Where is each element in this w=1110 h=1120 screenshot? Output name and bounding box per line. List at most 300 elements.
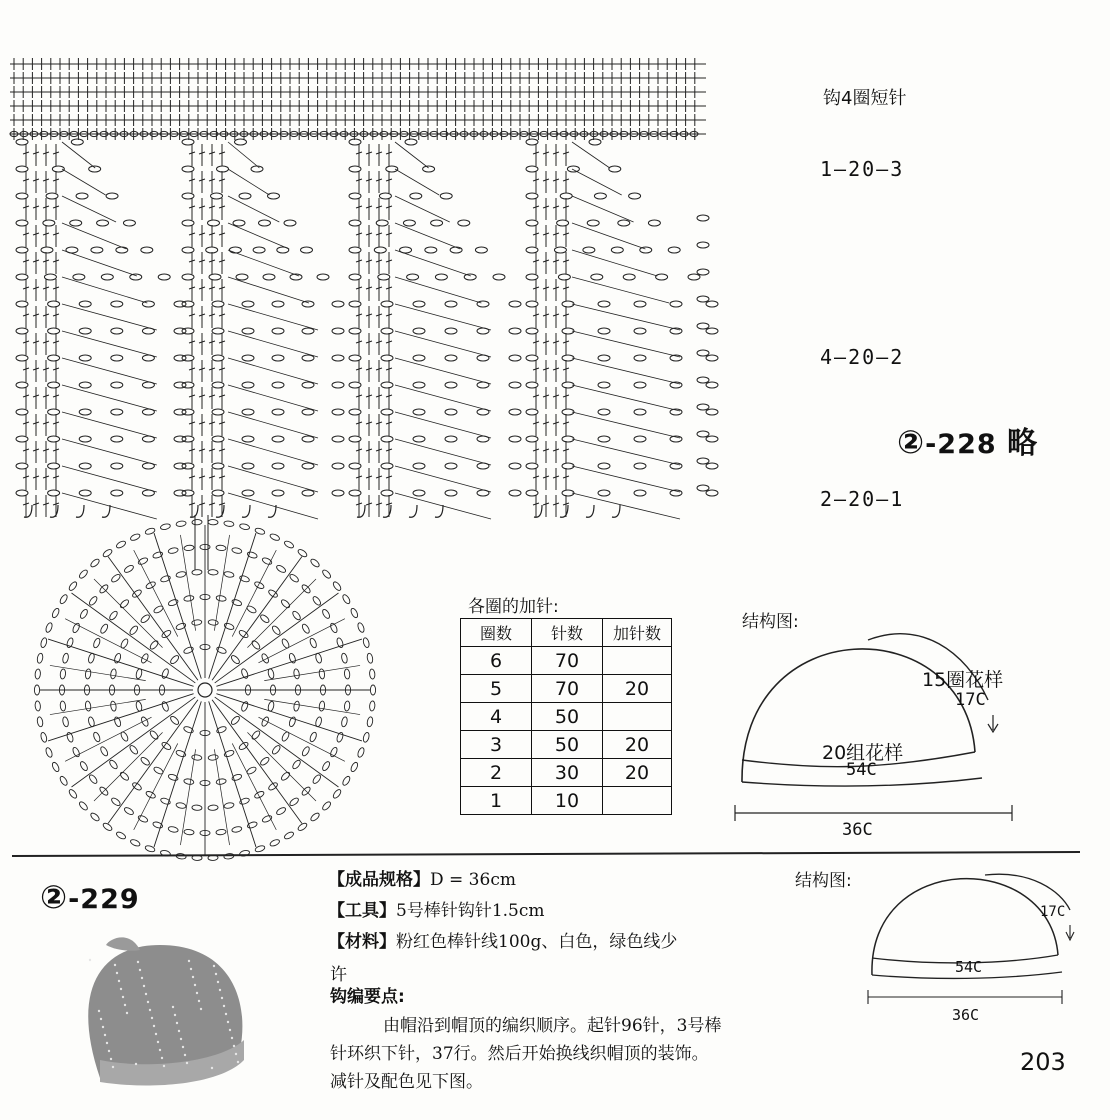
hat-photo-dot — [151, 1017, 153, 1019]
diag-stitch — [228, 493, 318, 519]
crown-chain — [145, 790, 156, 799]
diag-stitch — [395, 466, 491, 492]
chain-stitch — [591, 274, 603, 280]
chain-stitch — [509, 301, 521, 307]
chain-stitch — [611, 247, 623, 253]
hat-photo-dot — [155, 1033, 157, 1035]
crown-chain — [40, 637, 48, 648]
chain-stitch — [302, 409, 314, 415]
hook-mark — [24, 505, 32, 517]
hat-photo-dot — [102, 1026, 104, 1028]
crown-chain — [62, 716, 69, 727]
crown-chain — [362, 637, 370, 648]
diag-stitch — [572, 358, 680, 384]
crown-chain — [341, 716, 348, 727]
hook-mark — [50, 505, 58, 517]
chain-stitch — [272, 436, 284, 442]
crown-chain — [267, 668, 274, 679]
chain-stitch — [235, 139, 247, 145]
chain-stitch — [618, 220, 630, 226]
crown-chain — [289, 797, 300, 807]
crown-chain — [79, 608, 89, 619]
hat-photo-dot — [104, 1034, 106, 1036]
diag-stitch — [395, 169, 439, 195]
crown-chain — [216, 545, 227, 551]
crown-chain — [78, 569, 89, 580]
chain-stitch — [381, 328, 393, 334]
chain-stitch — [381, 382, 393, 388]
diag-stitch — [62, 466, 157, 492]
crown-chain — [192, 805, 202, 811]
chain-stitch — [116, 247, 128, 253]
crown-spoke — [232, 550, 276, 636]
chain-stitch — [697, 485, 709, 491]
table-cell: 6 — [461, 647, 532, 675]
structure-229-title: 结构图: — [795, 871, 852, 891]
hat-photo-dot — [219, 989, 221, 991]
chain-stitch — [509, 355, 521, 361]
crown-chain — [99, 623, 109, 634]
hat-photo-dot — [147, 1001, 149, 1003]
chain-stitch — [284, 220, 296, 226]
chain-stitch — [640, 247, 652, 253]
hat-photo-dot — [110, 1058, 112, 1060]
diag-stitch — [62, 331, 157, 357]
hat-photo-dot — [114, 964, 116, 966]
chain-stitch — [477, 355, 489, 361]
chain-stitch — [142, 328, 154, 334]
hat-photo-dot — [188, 960, 190, 962]
crown-chain — [271, 625, 281, 636]
chain-stitch — [242, 409, 254, 415]
crown-chain — [289, 573, 300, 583]
chain-stitch — [445, 382, 457, 388]
chain-stitch — [272, 409, 284, 415]
chain-stitch — [587, 220, 599, 226]
chain-stitch — [634, 436, 646, 442]
chain-stitch — [450, 247, 462, 253]
crown-chain — [78, 801, 89, 812]
chain-stitch — [706, 355, 718, 361]
chain-stitch — [477, 409, 489, 415]
hat-photo-dot — [225, 1013, 227, 1015]
diag-stitch — [572, 331, 680, 357]
crown-chain — [176, 571, 187, 578]
chain-stitch — [634, 463, 646, 469]
diag-stitch — [395, 223, 460, 249]
crown-chain — [110, 701, 117, 712]
chain-stitch — [253, 247, 265, 253]
chain-stitch — [403, 220, 415, 226]
crown-spoke — [258, 619, 344, 663]
chain-stitch — [609, 166, 621, 172]
spec-line — [328, 866, 516, 894]
crown-chain — [99, 746, 109, 757]
chain-stitch — [458, 220, 470, 226]
diag-stitch — [572, 466, 680, 492]
chain-stitch — [634, 355, 646, 361]
table-cell — [603, 703, 672, 731]
hat-photo-dot — [233, 1045, 235, 1047]
hat-photo-dot — [231, 1037, 233, 1039]
crown-chain — [102, 548, 113, 558]
crown-chain — [366, 653, 373, 664]
diag-stitch — [228, 439, 318, 465]
table-cell: 70 — [532, 675, 603, 703]
chain-stitch — [79, 463, 91, 469]
crown-chain — [269, 838, 280, 847]
crown-chain — [102, 822, 113, 832]
chain-stitch — [208, 220, 220, 226]
chain-stitch — [302, 436, 314, 442]
chain-stitch — [239, 193, 251, 199]
chain-stitch — [445, 409, 457, 415]
crown-chain — [224, 802, 235, 809]
table-cell: 30 — [532, 759, 603, 787]
chain-stitch — [381, 436, 393, 442]
chain-stitch — [509, 436, 521, 442]
hat-photo-dot — [108, 1050, 110, 1052]
crown-chain — [115, 831, 126, 841]
chain-stitch — [477, 301, 489, 307]
label-groups: 20组花样 — [822, 742, 904, 764]
chain-stitch — [477, 490, 489, 496]
chain-stitch — [111, 382, 123, 388]
crown-chain — [62, 653, 69, 664]
hat-photo-dot — [211, 1067, 213, 1069]
chain-stitch — [142, 409, 154, 415]
chain-stitch — [634, 382, 646, 388]
crown-chain — [140, 614, 151, 624]
chain-stitch — [697, 296, 709, 302]
crown-chain — [60, 701, 66, 712]
arrow-icon — [1066, 925, 1074, 940]
chain-stitch — [79, 490, 91, 496]
table-cell: 20 — [603, 759, 672, 787]
hat-photo-dot — [178, 1030, 180, 1032]
diag-stitch — [572, 412, 680, 438]
table-row — [461, 759, 672, 787]
diag-stitch — [572, 223, 645, 249]
hook-mark — [534, 505, 542, 517]
structure-228-title: 结构图: — [742, 612, 799, 632]
crown-spoke — [108, 557, 198, 681]
chain-stitch — [648, 220, 660, 226]
hat-photo-dot — [229, 1029, 231, 1031]
diag-stitch — [572, 385, 680, 411]
chain-stitch — [272, 301, 284, 307]
chain-stitch — [48, 409, 60, 415]
table-header: 圈数 — [461, 619, 532, 647]
method-line-3: 减针及配色见下图。 — [330, 1072, 483, 1092]
crown-chain — [350, 761, 359, 772]
hat-photo-dot — [217, 981, 219, 983]
table-cell: 1 — [461, 787, 532, 815]
crown-chain — [208, 519, 218, 525]
hat-photo-dot — [200, 1008, 202, 1010]
crown-chain — [321, 801, 332, 812]
label-rounds: 15圈花样 — [922, 669, 1004, 691]
crown-chain — [92, 731, 101, 742]
chain-stitch — [302, 328, 314, 334]
crown-chain — [192, 754, 203, 760]
crown-chain — [184, 545, 195, 551]
chain-stitch — [236, 274, 248, 280]
chain-stitch — [423, 166, 435, 172]
chain-stitch — [111, 463, 123, 469]
hat-photo-dot — [112, 1066, 114, 1068]
hat-photo-dot — [221, 997, 223, 999]
crown-chain — [129, 625, 139, 636]
crown-chain — [34, 685, 39, 695]
chain-stitch — [48, 382, 60, 388]
round-code-2: 4—20—2 — [820, 345, 905, 369]
crown-chain — [224, 571, 235, 578]
table-cell — [603, 647, 672, 675]
hat-photo-dot — [126, 1012, 128, 1014]
crown-chain — [309, 637, 318, 648]
chain-stitch — [381, 301, 393, 307]
crown-chain — [90, 812, 101, 822]
diag-stitch — [228, 466, 318, 492]
crown-chain — [341, 653, 348, 664]
crown-chain — [85, 669, 92, 680]
crown-chain — [312, 774, 322, 785]
crown-chain — [269, 533, 280, 542]
hat-photo-dot — [215, 973, 217, 975]
chain-stitch — [475, 247, 487, 253]
chain-stitch — [209, 274, 221, 280]
diag-stitch — [228, 358, 318, 384]
diag-stitch — [62, 196, 116, 222]
label-36c-229: 36C — [952, 1006, 980, 1024]
chain-stitch — [445, 490, 457, 496]
chain-stitch — [413, 355, 425, 361]
crown-chain — [309, 731, 318, 742]
hat-photo-dot — [176, 1022, 178, 1024]
hat-photo-dot — [180, 1038, 182, 1040]
chain-stitch — [706, 301, 718, 307]
chain-stitch — [332, 463, 344, 469]
crown-chain — [108, 759, 118, 770]
crown-chain — [192, 519, 202, 525]
diag-stitch — [228, 331, 318, 357]
hat-photo-dot — [116, 972, 118, 974]
crown-spoke — [212, 700, 302, 824]
chain-stitch — [634, 328, 646, 334]
crown-chain — [230, 715, 241, 726]
hat-photo-dot — [172, 1006, 174, 1008]
hook-mark — [76, 505, 84, 517]
crown-spoke — [258, 717, 344, 761]
chain-stitch — [381, 463, 393, 469]
crown-chain — [79, 760, 89, 771]
diag-stitch — [572, 250, 657, 276]
diag-stitch — [572, 196, 634, 222]
hat-photo-dot — [227, 1021, 229, 1023]
hat-photo-dot — [237, 1061, 239, 1063]
chain-stitch — [302, 382, 314, 388]
hat-photo-dot — [137, 961, 139, 963]
chain-stitch — [332, 409, 344, 415]
diag-stitch — [228, 250, 299, 276]
increase-table — [460, 618, 672, 815]
chain-stitch — [557, 220, 569, 226]
chain-stitch — [142, 436, 154, 442]
chain-stitch — [272, 490, 284, 496]
chain-stitch — [413, 436, 425, 442]
chain-stitch — [598, 328, 610, 334]
chain-stitch — [259, 220, 271, 226]
crown-chain — [119, 598, 130, 609]
chain-stitch — [378, 274, 390, 280]
chain-stitch — [477, 328, 489, 334]
diag-stitch — [395, 331, 491, 357]
chain-stitch — [142, 490, 154, 496]
pattern-229-title — [40, 878, 140, 916]
pattern-code: -229 — [68, 884, 140, 915]
table-cell: 20 — [603, 731, 672, 759]
crown-chain — [45, 747, 54, 758]
crown-chain — [261, 716, 270, 727]
hat-photo-dot — [135, 1063, 137, 1065]
chain-stitch — [464, 274, 476, 280]
chain-stitch — [229, 247, 241, 253]
chain-stitch — [477, 436, 489, 442]
chain-stitch — [111, 355, 123, 361]
circled-number: ② — [40, 878, 69, 916]
table-header: 针数 — [532, 619, 603, 647]
hat-photo-dot — [198, 1000, 200, 1002]
hat-photo-dot — [139, 969, 141, 971]
chain-stitch — [656, 274, 668, 280]
chain-stitch — [583, 247, 595, 253]
chain-stitch — [76, 193, 88, 199]
chain-stitch — [381, 409, 393, 415]
hat-photo-dot — [118, 980, 120, 982]
chain-stitch — [634, 490, 646, 496]
diag-stitch — [395, 304, 491, 330]
chain-stitch — [706, 436, 718, 442]
crown-chain — [271, 744, 281, 755]
crown-chain — [160, 523, 171, 530]
crown-chain — [259, 756, 270, 766]
hook-mark — [242, 505, 250, 517]
crown-chain — [68, 788, 78, 799]
chain-stitch — [272, 382, 284, 388]
crown-chain — [176, 520, 187, 527]
chain-stitch — [111, 328, 123, 334]
crown-chain — [115, 540, 126, 550]
crown-chain — [224, 520, 235, 527]
crown-chain — [130, 533, 141, 542]
chain-stitch — [598, 490, 610, 496]
table-header-row — [461, 619, 672, 647]
hook-mark — [190, 505, 198, 517]
crown-chain — [341, 775, 351, 786]
diag-stitch — [572, 493, 680, 519]
crown-chain — [293, 668, 300, 679]
diag-stitch — [572, 142, 610, 168]
chain-stitch — [598, 463, 610, 469]
table-header: 加针数 — [603, 619, 672, 647]
chain-stitch — [688, 274, 700, 280]
chain-stitch — [509, 382, 521, 388]
crown-chain — [280, 771, 291, 782]
crown-chain — [37, 653, 44, 664]
chain-stitch — [101, 274, 113, 280]
crown-chain — [310, 812, 321, 822]
chain-stitch — [598, 436, 610, 442]
diag-stitch — [62, 385, 157, 411]
chain-stitch — [302, 490, 314, 496]
chain-stitch — [598, 301, 610, 307]
label-54c-229: 54C — [955, 958, 983, 976]
chain-stitch — [697, 377, 709, 383]
crown-chain — [88, 774, 98, 785]
crown-chain — [312, 595, 322, 606]
crown-chain — [85, 701, 92, 712]
chain-stitch — [277, 247, 289, 253]
chain-stitch — [111, 490, 123, 496]
crown-chain — [362, 732, 370, 743]
hat-photo-dot — [89, 959, 91, 961]
chain-stitch — [79, 436, 91, 442]
crown-chain — [110, 797, 121, 807]
chain-stitch — [142, 382, 154, 388]
crown-chain — [301, 746, 311, 757]
chain-stitch — [111, 301, 123, 307]
table-row — [461, 675, 672, 703]
diag-stitch — [228, 223, 289, 249]
table-cell: 20 — [603, 675, 672, 703]
chain-stitch — [445, 436, 457, 442]
diag-stitch — [62, 250, 137, 276]
chain-stitch — [332, 436, 344, 442]
hat-photo-dot — [120, 988, 122, 990]
hat-photo-dot — [100, 1018, 102, 1020]
chain-stitch — [435, 274, 447, 280]
chain-stitch — [509, 328, 521, 334]
chain-stitch — [697, 404, 709, 410]
diag-stitch — [228, 385, 318, 411]
chain-stitch — [558, 274, 570, 280]
crown-chain — [275, 806, 286, 816]
chain-stitch — [111, 409, 123, 415]
chain-stitch — [594, 193, 606, 199]
chain-stitch — [79, 301, 91, 307]
chain-stitch — [567, 166, 579, 172]
crown-chain — [350, 607, 359, 618]
crown-chain — [140, 756, 151, 766]
method-line-1: 由帽沿到帽顶的编织顺序。起针96针，3号棒 — [383, 1016, 722, 1036]
chain-stitch — [48, 328, 60, 334]
chain-stitch — [123, 220, 135, 226]
crown-chain — [319, 669, 326, 680]
crown-chain — [208, 619, 219, 625]
chain-stitch — [634, 409, 646, 415]
hook-mark — [586, 505, 594, 517]
chain-stitch — [73, 274, 85, 280]
material-cont: 许 — [330, 965, 347, 985]
material-value: 粉红色棒针线100g、白色，绿色线少 — [396, 932, 678, 952]
crown-chain — [208, 754, 219, 760]
chain-stitch — [91, 247, 103, 253]
diag-stitch — [572, 439, 680, 465]
hook-mark — [216, 505, 224, 517]
chain-stitch — [97, 220, 109, 226]
chain-stitch — [332, 382, 344, 388]
